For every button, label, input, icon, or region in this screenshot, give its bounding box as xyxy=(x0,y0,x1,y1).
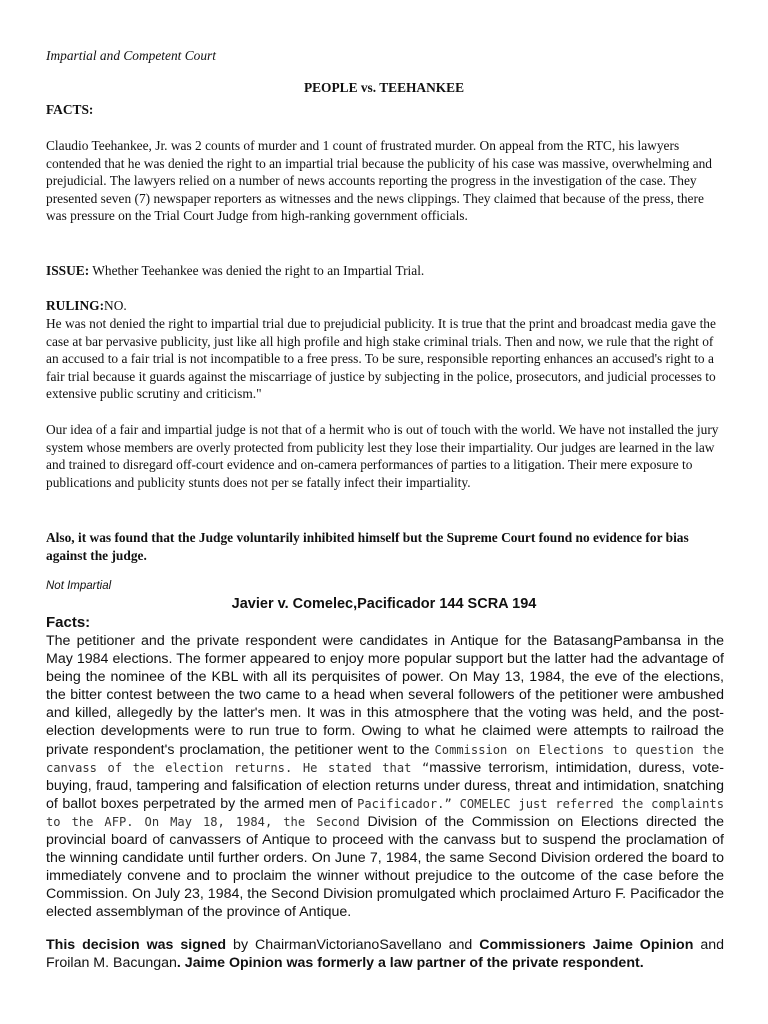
judge-paragraph: Our idea of a fair and impartial judge is not that of a hermit who is out of touch with the world. We have not installed the jury system whose members are overly protected from publicity lest they lose their impartiality. Our judges are learned in the law and trained to disregard off-court evidence and on-camera performances of parties to a litigation. Their mere exposure to publications and publicity stunts does not per se fatally infect their impartiality. xyxy=(46,422,719,490)
facts-text-mono1: Commission on Elections to question the canvass of the election returns. He stated that “ xyxy=(46,742,724,775)
issue-paragraph xyxy=(46,262,724,280)
ruling-paragraph: He was not denied the right to impartial trial due to prejudicial publicity. It is true that the print and broadcast media gave the case at bar pervasive publicity, just like all high profile and high stake criminal trials. Then and now, we rule that the right of an accused to a fair trial is not incompatible to a free press. To be sure, responsible reporting enhances an accused's right to a fair trial because it guards against the miscarriage of justice by subjecting in the police, prosecutors, and judicial processes to extensive public scrutiny and criticism." xyxy=(46,316,716,402)
facts-paragraph: Claudio Teehankee, Jr. was 2 counts of murder and 1 count of frustrated murder. On appeal from the RTC, his lawyers contended that he was denied the right to an impartial trial because the publicity of his case was massive, overwhelming and prejudicial. The lawyers relied on a number of news accounts reporting the progress in the investigation of the case. They presented seven (7) newspaper reporters as witnesses and the news clippings. They claimed that because of the press, there was pressure on the Trial Court Judge from high-ranking government officials. xyxy=(46,138,712,224)
facts-text-part3: Division of the Commission on Elections directed the provincial board of canvassers of Antique to proceed with the canvass but to suspend the proclamation of the winning candidate until further orders. On June 7, 1984, the same Second Division ordered the board to immediately convene and to proclaim the winner without prejudice to the outcome of the case before the Commission. On July 23, 1984, the Second Division promulgated which proclaimed Arturo F. Pacificador the elected assemblyman of the province of Antique. xyxy=(46,813,724,921)
second-facts-heading: Facts: xyxy=(46,614,91,631)
facts-text-part2: massive terrorism, intimidation, duress, vote-buying, fraud, tampering and falsification of election returns under duress, threat and intimidation, snatching of ballot boxes perpetrated by the armed men of xyxy=(46,759,724,812)
ruling-label: RULING: xyxy=(46,298,105,313)
signed-paragraph xyxy=(46,936,724,972)
ruling-heading xyxy=(46,297,724,315)
topic-label: Impartial and Competent Court xyxy=(46,48,216,63)
second-facts-paragraph xyxy=(46,632,724,922)
signed-text-2: and Froilan M. Bacungan xyxy=(46,937,724,972)
ruling-value: NO. xyxy=(104,298,127,313)
signed-bold-1: This decision was signed xyxy=(46,937,227,953)
signed-bold-3: . Jaime Opinion was formerly a law partner of the private respondent. xyxy=(176,955,644,972)
second-case-title: Javier v. Comelec,Pacificador 144 SCRA 194 xyxy=(231,596,537,612)
signed-text-1: by ChairmanVictorianoSavellano and xyxy=(226,937,480,953)
bias-paragraph: Also, it was found that the Judge voluntarily inhibited himself but the Supreme Court found no evidence for bias against the judge. xyxy=(46,530,689,563)
facts-text-mono2: Pacificador.” COMELEC just referred the complaints to the AFP. On May 18, 1984, the Second xyxy=(46,796,724,829)
facts-text-part1: The petitioner and the private respondent were candidates in Antique for the BatasangPambansa in the May 1984 elections. The former appeared to enjoy more popular support but the latter had the advantage of being the nominee of the KBL with all its perquisites of power. On May 13, 1984, the eve of the elections, the bitter contest between the two came to a head when several followers of the petitioner were ambushed and killed, allegedly by the latter's men. It was in this atmosphere that the voting was held, and the post-election developments were to run true to form. Owing to what he claimed were attempts to railroad the private respondent's proclamation, the petitioner went to the xyxy=(46,633,724,758)
facts-heading: FACTS: xyxy=(46,102,94,117)
second-topic-label: Not Impartial xyxy=(46,580,112,592)
issue-text: Whether Teehankee was denied the right to an Impartial Trial. xyxy=(89,263,425,278)
signed-bold-2: Commissioners Jaime Opinion xyxy=(479,937,694,953)
issue-label: ISSUE: xyxy=(46,263,90,278)
case-title: PEOPLE vs. TEEHANKEE xyxy=(303,80,465,96)
